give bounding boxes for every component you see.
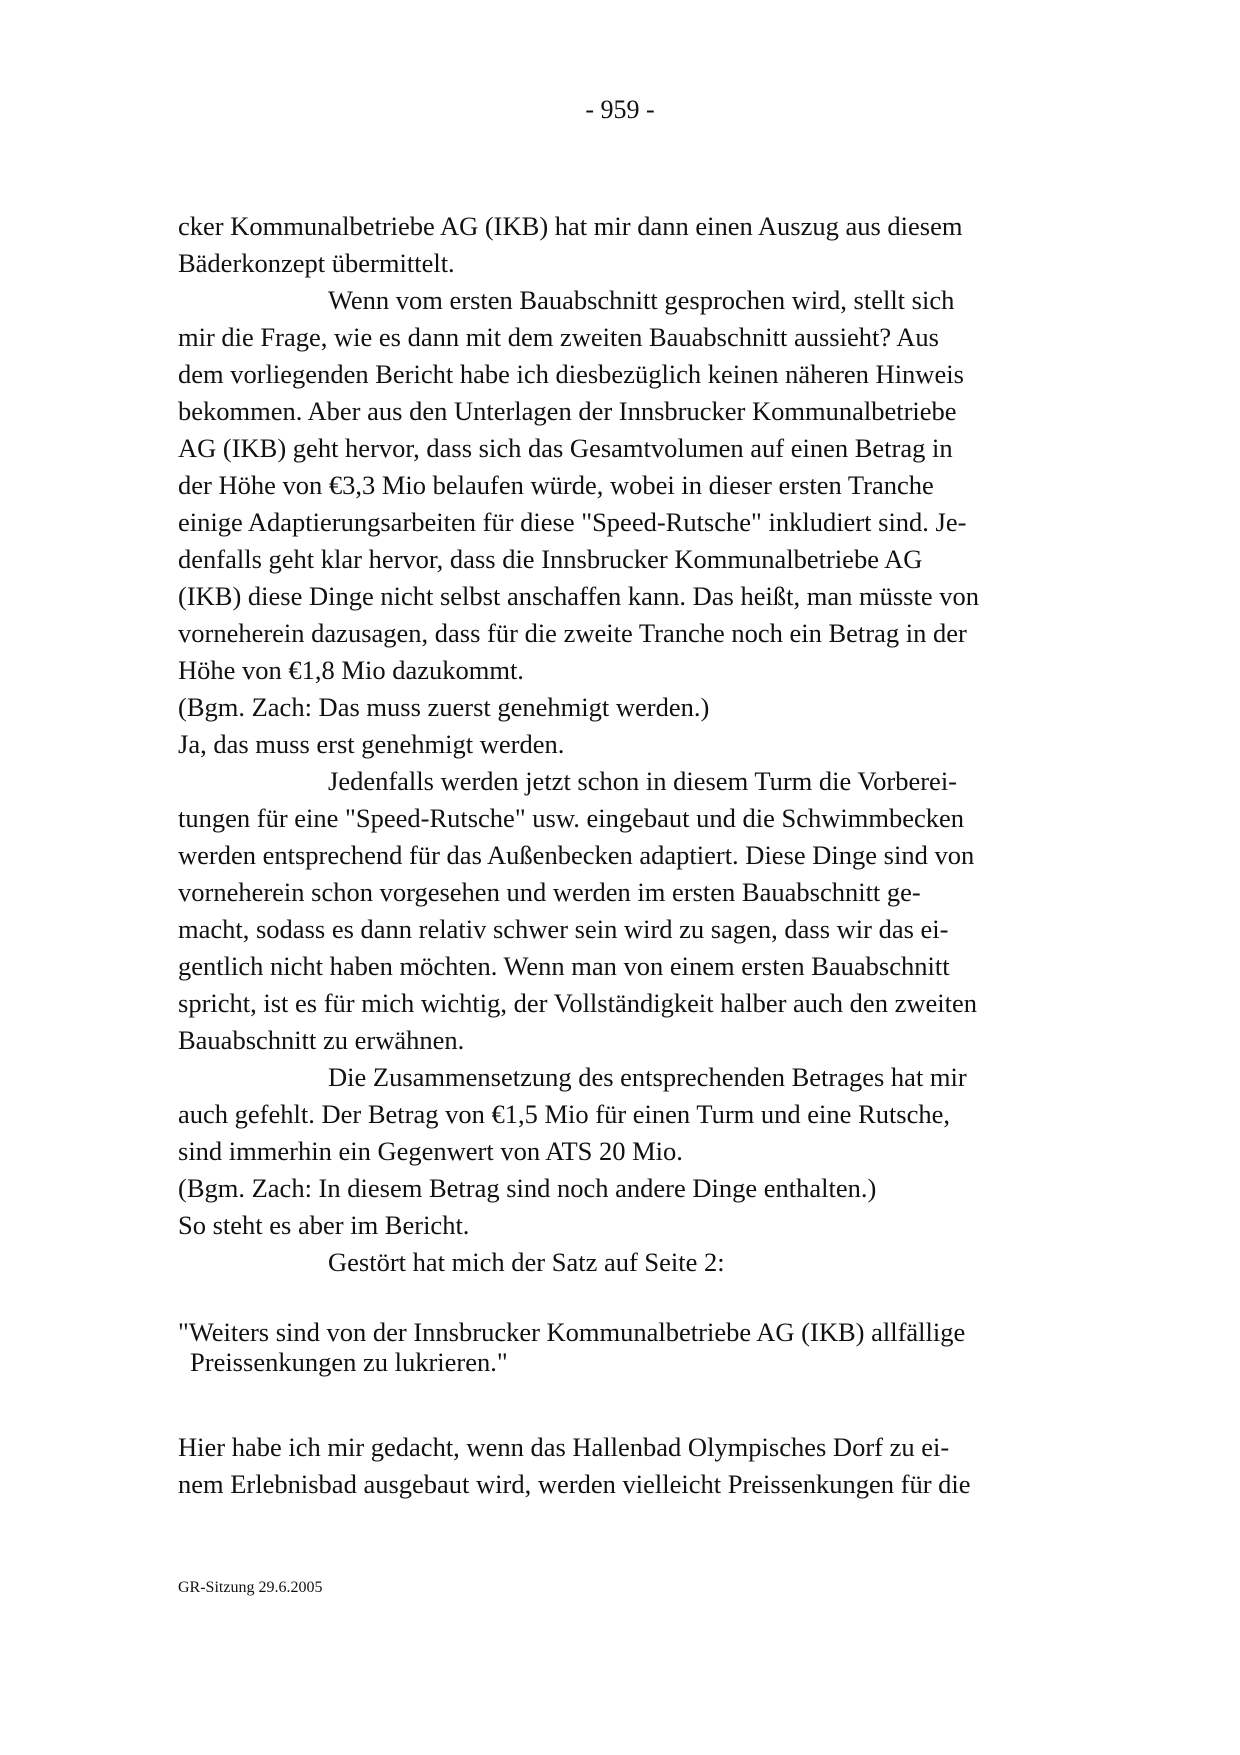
text-line: (Bgm. Zach: In diesem Betrag sind noch andere Dinge enthalten.): [178, 1173, 877, 1203]
text-line: spricht, ist es für mich wichtig, der Vollständigkeit halber auch den zweiten: [178, 988, 977, 1018]
text-line: der Höhe von €3,3 Mio belaufen würde, wobei in dieser ersten Tranche: [178, 470, 934, 500]
text-line: (Bgm. Zach: Das muss zuerst genehmigt werden.): [178, 692, 710, 722]
text-line: vorneherein schon vorgesehen und werden im ersten Bauabschnitt ge-: [178, 877, 921, 907]
text-line: Ja, das muss erst genehmigt werden.: [178, 729, 565, 759]
text-line: Wenn vom ersten Bauabschnitt gesprochen wird, stellt sich: [328, 285, 955, 315]
text-line: mir die Frage, wie es dann mit dem zweiten Bauabschnitt aussieht? Aus: [178, 322, 939, 352]
text-line: AG (IKB) geht hervor, dass sich das Gesamtvolumen auf einen Betrag in: [178, 433, 953, 463]
quote-line: "Weiters sind von der Innsbrucker Kommunalbetriebe AG (IKB) allfällige: [178, 1317, 966, 1347]
text-line: Hier habe ich mir gedacht, wenn das Hallenbad Olympisches Dorf zu ei-: [178, 1432, 950, 1462]
text-line: So steht es aber im Bericht.: [178, 1210, 470, 1240]
text-line: tungen für eine "Speed-Rutsche" usw. eingebaut und die Schwimmbecken: [178, 803, 965, 833]
text-line: gentlich nicht haben möchten. Wenn man von einem ersten Bauabschnitt: [178, 951, 950, 981]
quote-line: Preissenkungen zu lukrieren.": [190, 1347, 508, 1377]
text-line: macht, sodass es dann relativ schwer sein wird zu sagen, dass wir das ei-: [178, 914, 949, 944]
text-line: Bäderkonzept übermittelt.: [178, 248, 455, 278]
text-line: sind immerhin ein Gegenwert von ATS 20 Mio.: [178, 1136, 683, 1166]
text-line: auch gefehlt. Der Betrag von €1,5 Mio für einen Turm und eine Rutsche,: [178, 1099, 951, 1129]
text-line: einige Adaptierungsarbeiten für diese "Speed-Rutsche" inkludiert sind. Je-: [178, 507, 967, 537]
text-line: (IKB) diese Dinge nicht selbst anschaffen kann. Das heißt, man müsste von: [178, 581, 979, 611]
text-line: werden entsprechend für das Außenbecken adaptiert. Diese Dinge sind von: [178, 840, 975, 870]
page-number: - 959 -: [585, 95, 655, 124]
text-line: dem vorliegenden Bericht habe ich diesbezüglich keinen näheren Hinweis: [178, 359, 964, 389]
text-line: denfalls geht klar hervor, dass die Innsbrucker Kommunalbetriebe AG: [178, 544, 923, 574]
text-line: bekommen. Aber aus den Unterlagen der Innsbrucker Kommunalbetriebe: [178, 396, 957, 426]
text-line: Bauabschnitt zu erwähnen.: [178, 1025, 465, 1055]
footer: GR-Sitzung 29.6.2005: [178, 1579, 323, 1596]
text-line: Jedenfalls werden jetzt schon in diesem Turm die Vorberei-: [328, 766, 957, 796]
text-line: Die Zusammensetzung des entsprechenden Betrages hat mir: [328, 1062, 967, 1092]
text-line: vorneherein dazusagen, dass für die zweite Tranche noch ein Betrag in der: [178, 618, 967, 648]
text-line: nem Erlebnisbad ausgebaut wird, werden vielleicht Preissenkungen für die: [178, 1469, 971, 1499]
text-line: Gestört hat mich der Satz auf Seite 2:: [328, 1247, 725, 1277]
text-line: Höhe von €1,8 Mio dazukommt.: [178, 655, 524, 685]
text-line: cker Kommunalbetriebe AG (IKB) hat mir dann einen Auszug aus diesem: [178, 211, 963, 241]
